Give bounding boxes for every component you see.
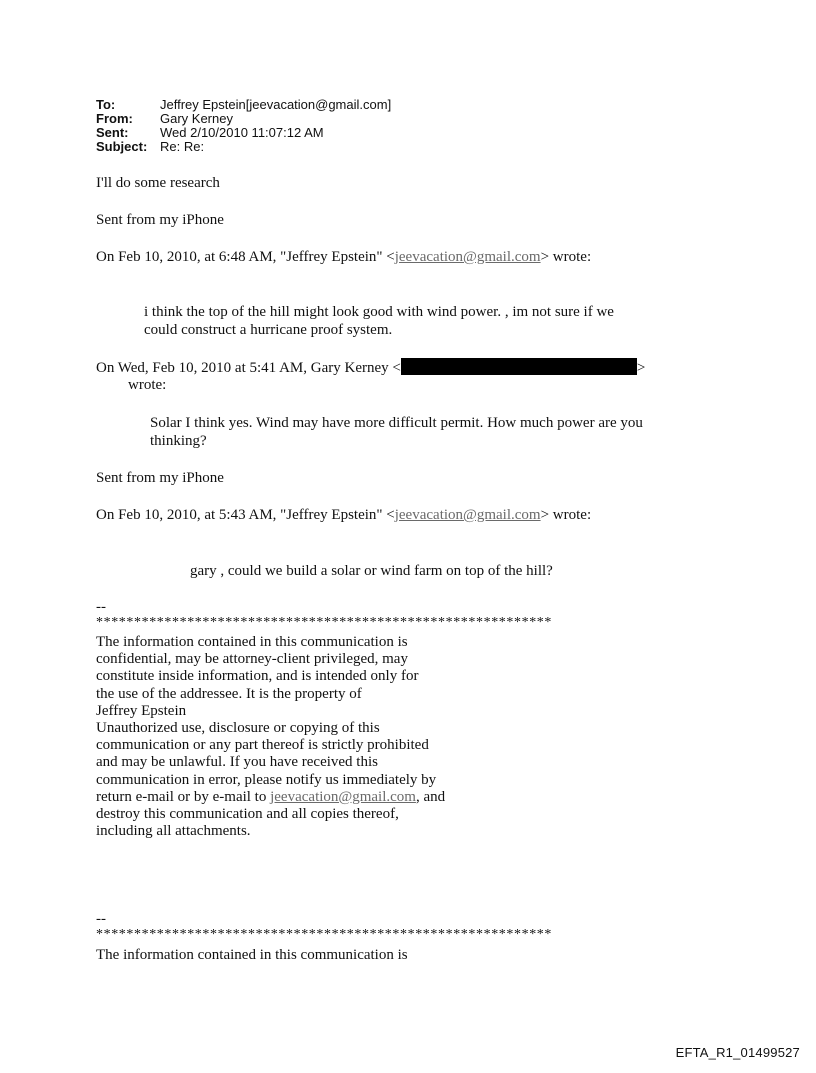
disclaimer-line: destroy this communication and all copies thereof, [96, 806, 399, 823]
subject-label: Subject: [96, 139, 148, 154]
from-label: From: [96, 111, 133, 126]
quote-attribution-1-email-link[interactable]: jeevacation@gmail.com [394, 249, 541, 265]
signature-stars-1: ************************************************************ [96, 615, 552, 630]
signature-stars-2: ************************************************************ [96, 927, 552, 942]
sent-value: Wed 2/10/2010 11:07:12 AM [160, 125, 324, 140]
disclaimer-line: the use of the addressee. It is the property of [96, 685, 362, 702]
quote-attribution-3-suffix: > wrote: [540, 507, 592, 523]
email-header [96, 98, 391, 154]
sent-from-iphone-2: Sent from my iPhone [96, 470, 224, 486]
quote-attribution-2-suffix: > [636, 360, 646, 376]
disclaimer-line: communication in error, please notify us immediately by [96, 771, 437, 788]
disclaimer-return-line [96, 789, 445, 806]
quote-attribution-1 [96, 248, 591, 266]
disclaimer-email-link[interactable]: jeevacation@gmail.com [270, 788, 416, 805]
disclaimer-line: constitute inside information, and is intended only for [96, 668, 419, 685]
disclaimer-2-line-1: The information contained in this communication is [96, 947, 408, 963]
header-from-row [96, 112, 391, 126]
sent-label: Sent: [96, 125, 129, 140]
quote-attribution-2 [96, 358, 645, 377]
sent-from-iphone-1: Sent from my iPhone [96, 212, 224, 228]
reply-text: I'll do some research [96, 175, 220, 191]
disclaimer-line: Unauthorized use, disclosure or copying of this [96, 720, 380, 737]
epstein-message-line-2: could construct a hurricane proof system. [144, 322, 393, 338]
from-value: Gary Kerney [160, 111, 233, 126]
signature-dashes-2: -- [96, 911, 106, 927]
epstein-question: gary , could we build a solar or wind farm on top of the hill? [190, 563, 553, 579]
document-id-stamp: EFTA_R1_01499527 [675, 1045, 800, 1060]
header-subject-row [96, 140, 391, 154]
redacted-email-block [401, 358, 637, 375]
to-value: Jeffrey Epstein[jeevacation@gmail.com] [160, 97, 392, 112]
disclaimer-line: and may be unlawful. If you have received this [96, 754, 378, 771]
disclaimer-line: confidential, may be attorney-client privileged, may [96, 651, 408, 668]
disclaimer-line: communication or any part thereof is strictly prohibited [96, 737, 429, 754]
epstein-message-line-1: i think the top of the hill might look good with wind power. , im not sure if we [144, 304, 614, 320]
confidentiality-disclaimer-1 [96, 634, 445, 840]
signature-dashes-1: -- [96, 599, 106, 615]
gary-message-line-1: Solar I think yes. Wind may have more difficult permit. How much power are you [150, 415, 643, 431]
gary-message-line-2: thinking? [150, 433, 207, 449]
quote-attribution-1-suffix: > wrote: [540, 249, 592, 265]
header-to-row [96, 98, 391, 112]
to-label: To: [96, 97, 116, 112]
disclaimer-line: The information contained in this communication is [96, 634, 408, 650]
quote-attribution-1-prefix: On Feb 10, 2010, at 6:48 AM, "Jeffrey Epstein" < [96, 249, 395, 265]
quote-attribution-3-prefix: On Feb 10, 2010, at 5:43 AM, "Jeffrey Epstein" < [96, 507, 395, 523]
disclaimer-line: Jeffrey Epstein [96, 702, 187, 719]
disclaimer-return-suffix: , and [415, 788, 446, 805]
quote-attribution-3-email-link[interactable]: jeevacation@gmail.com [394, 507, 541, 523]
subject-value: Re: Re: [160, 139, 205, 154]
disclaimer-line: including all attachments. [96, 823, 251, 840]
disclaimer-return-prefix: return e-mail or by e-mail to [96, 788, 271, 805]
quote-attribution-3 [96, 506, 591, 524]
quote-attribution-2-prefix: On Wed, Feb 10, 2010 at 5:41 AM, Gary Kerney < [96, 360, 401, 376]
quote-attribution-2-wrote: wrote: [128, 377, 167, 393]
header-sent-row [96, 126, 391, 140]
